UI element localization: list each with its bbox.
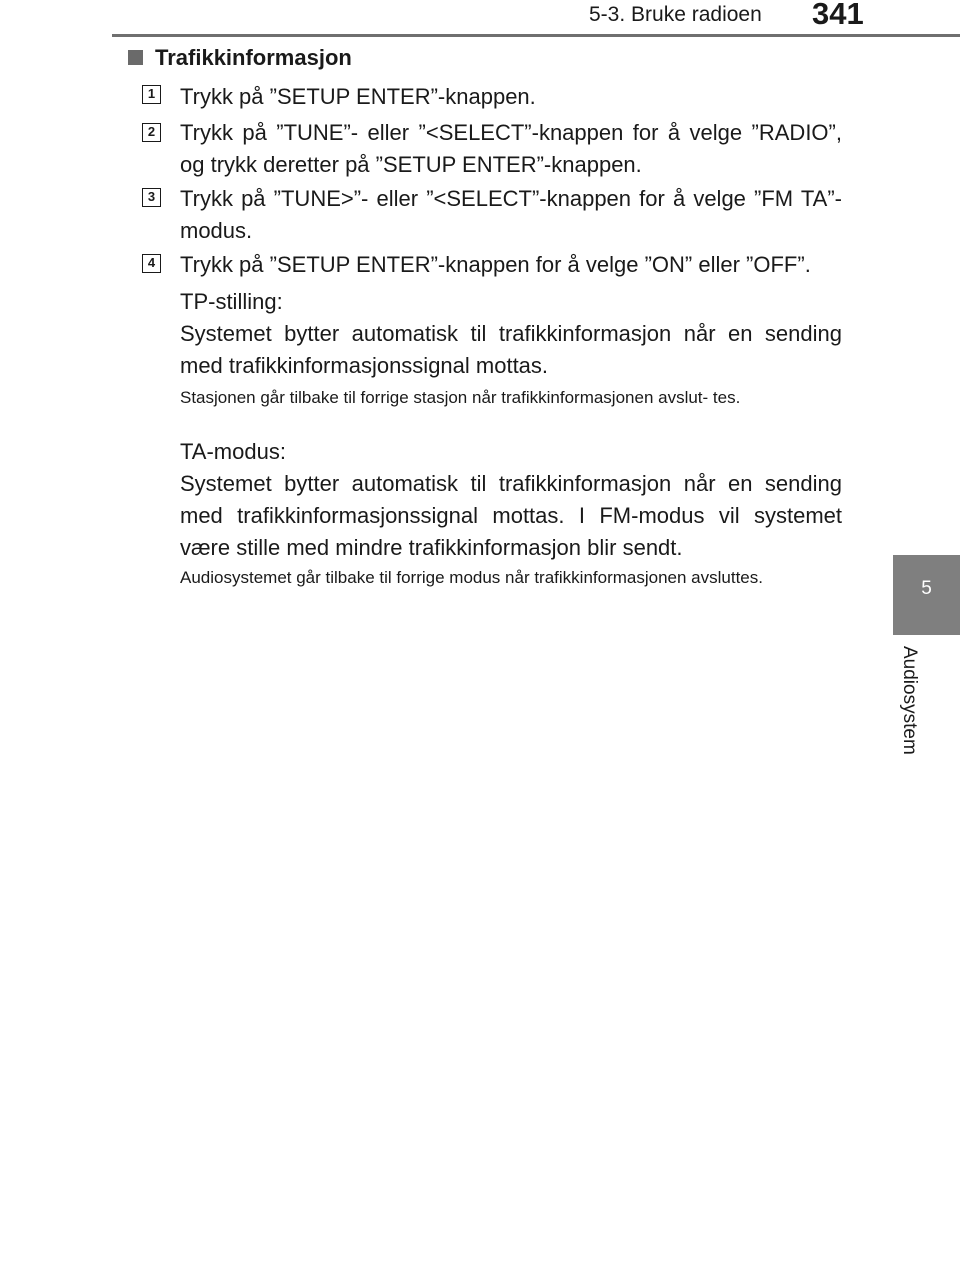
step-text: Trykk på ”SETUP ENTER”-knappen for å velge ”ON” eller ”OFF”. (180, 252, 811, 277)
page-number: 341 (812, 0, 864, 31)
section-title: 5-3. Bruke radioen (589, 3, 762, 26)
tp-title: TP-stilling: (180, 289, 283, 314)
ta-note: Audiosystemet går tilbake til forrige modus når trafikkinformasjonen avsluttes. (180, 568, 763, 587)
chapter-title: Audiosystem (899, 646, 920, 755)
step-number-badge: 1 (142, 85, 161, 104)
page-header (0, 0, 960, 40)
step-number-badge: 2 (142, 123, 161, 142)
tp-body: Systemet bytter automatisk til trafikkinformasjon når en sending med trafikkinformasjonssignal mottas. (180, 321, 842, 378)
step-text: Trykk på ”TUNE”- eller ”<SELECT”-knappen for å velge ”RADIO”, og trykk deretter på ”SETUP ENTER”-knappen. (180, 120, 842, 177)
heading-text: Trafikkinformasjon (155, 45, 352, 70)
section-heading (128, 45, 352, 71)
step-number-badge: 3 (142, 188, 161, 207)
step-text: Trykk på ”SETUP ENTER”-knappen. (180, 84, 536, 109)
step-text: Trykk på ”TUNE>”- eller ”<SELECT”-knappen for å velge ”FM TA”-modus. (180, 186, 842, 243)
ta-description (180, 436, 842, 564)
tp-description (180, 286, 842, 382)
chapter-tab (893, 555, 960, 635)
chapter-number: 5 (921, 578, 932, 599)
tp-note: Stasjonen går tilbake til forrige stasjon når trafikkinformasjonen avslut- tes. (180, 388, 741, 407)
ta-body: Systemet bytter automatisk til trafikkinformasjon når en sending med trafikkinformasjonssignal mottas. I FM-modus vil systemet være stille med mindre trafikkinformasjon blir sendt. (180, 471, 842, 560)
ta-title: TA-modus: (180, 439, 286, 464)
header-rule (112, 34, 960, 37)
step-number-badge: 4 (142, 254, 161, 273)
square-bullet-icon (128, 50, 143, 65)
